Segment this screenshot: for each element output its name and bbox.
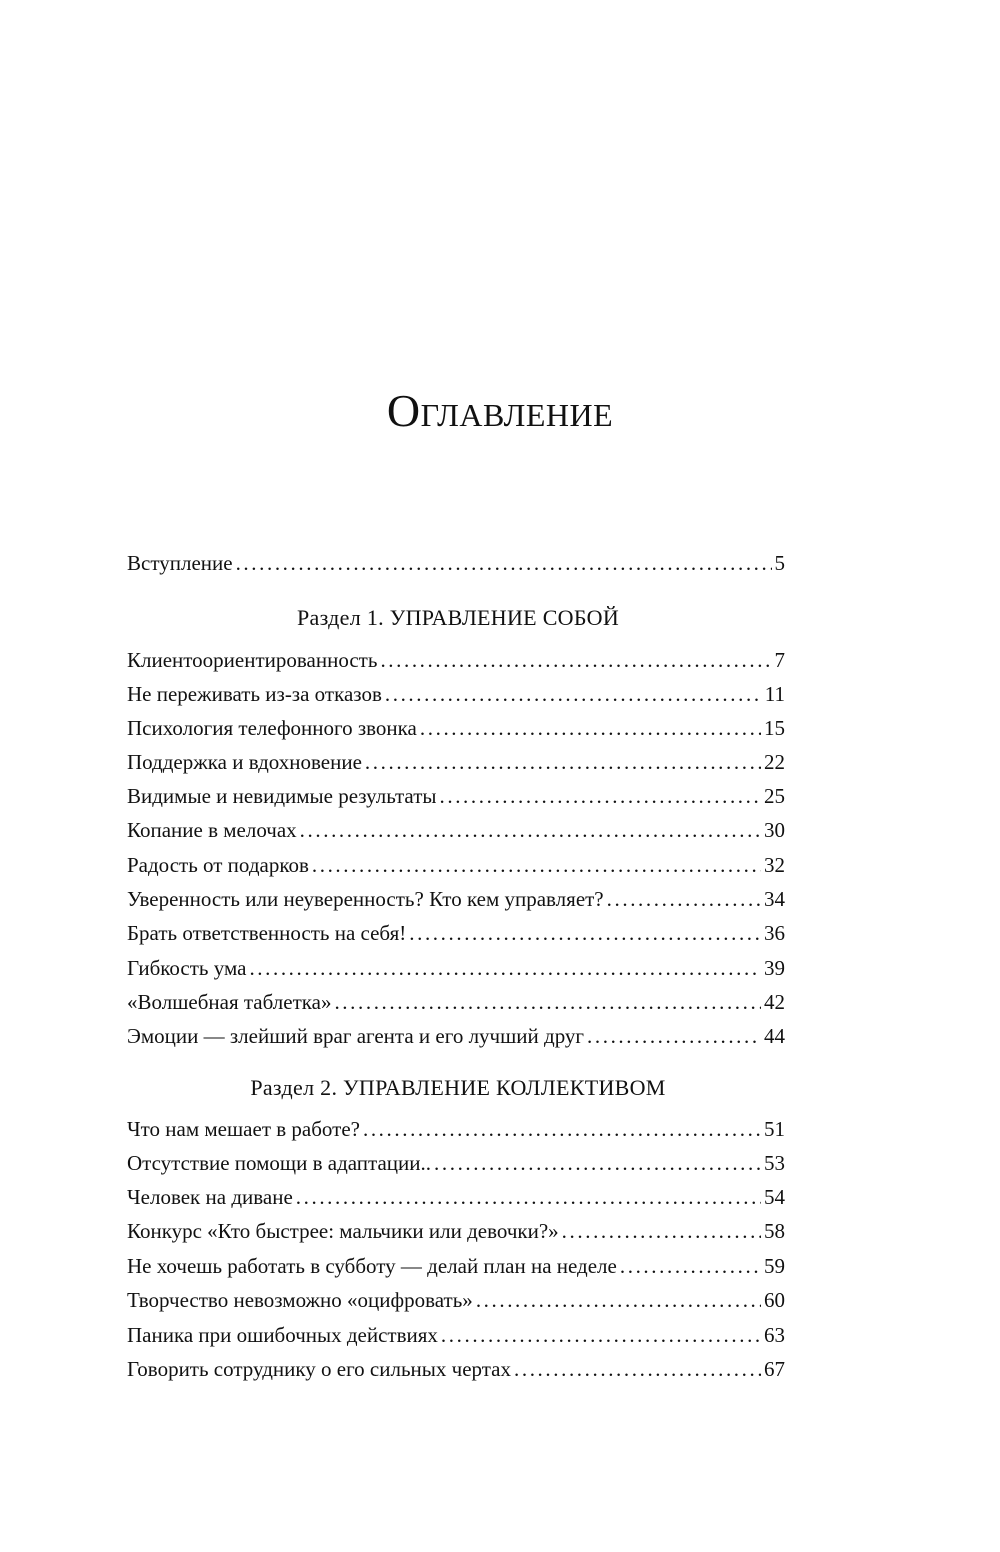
leader-dots: [380, 645, 771, 675]
toc-entry[interactable]: [127, 1114, 785, 1144]
leader-dots: [476, 1285, 761, 1315]
toc-entry-label: Поддержка и вдохновение: [127, 750, 362, 774]
section-heading-1: Раздел 1. УПРАВЛЕНИЕ СОБОЙ: [296, 605, 620, 630]
leader-dots: [312, 850, 761, 880]
toc-entry-label: Не переживать из-за отказов: [127, 682, 382, 706]
toc-entry[interactable]: [127, 1182, 785, 1212]
toc-entry-page: 58: [764, 1219, 785, 1243]
leader-dots: [296, 1182, 761, 1212]
toc-entry-page: 36: [764, 921, 785, 945]
toc-entry-label: Отсутствие помощи в адаптации..: [127, 1151, 432, 1175]
toc-entry[interactable]: [127, 781, 785, 811]
toc-entry-label: Брать ответственность на себя!: [127, 921, 407, 945]
toc-entry-page: 15: [764, 716, 785, 740]
toc-entry-label: Что нам мешает в работе?: [127, 1117, 360, 1141]
toc-entry[interactable]: [127, 1148, 785, 1178]
toc-entry-page: 7: [774, 648, 785, 672]
toc-entry-page: 42: [764, 990, 785, 1014]
leader-dots: [363, 1114, 761, 1144]
leader-dots: [434, 1148, 761, 1178]
toc-entry[interactable]: [127, 1021, 785, 1051]
leader-dots: [514, 1354, 761, 1384]
toc-entry[interactable]: [127, 1285, 785, 1315]
toc-entry-label: Вступление: [127, 551, 233, 575]
leader-dots: [440, 781, 762, 811]
leader-dots: [249, 953, 761, 983]
toc-entry-page: 63: [764, 1323, 785, 1347]
toc-entry-page: 30: [764, 818, 785, 842]
toc-entry-page: 54: [764, 1185, 785, 1209]
toc-entry-label: Радость от подарков: [127, 853, 309, 877]
toc-entry[interactable]: [127, 645, 785, 675]
toc-entry[interactable]: [127, 1354, 785, 1384]
toc-entry[interactable]: [127, 679, 785, 709]
leader-dots: [385, 679, 762, 709]
toc-entry-page: 5: [774, 551, 785, 575]
toc-entry-label: Копание в мелочах: [127, 818, 297, 842]
toc-entry-page: 25: [764, 784, 785, 808]
toc-entry-label: Видимые и невидимые результаты: [127, 784, 437, 808]
leader-dots: [587, 1021, 761, 1051]
page-title: Оглавление: [386, 385, 614, 436]
leader-dots: [607, 884, 761, 914]
leader-dots: [562, 1216, 761, 1246]
toc-entry[interactable]: [127, 1251, 785, 1281]
toc-entry-label: Конкурс «Кто быстрее: мальчики или девочки?»: [127, 1219, 559, 1243]
section-heading-2: Раздел 2. УПРАВЛЕНИЕ КОЛЛЕКТИВОМ: [250, 1075, 666, 1100]
toc-entry-label: Гибкость ума: [127, 956, 247, 980]
toc-entry-label: «Волшебная таблетка»: [127, 990, 332, 1014]
toc-entry-page: 51: [764, 1117, 785, 1141]
toc-entry-page: 32: [764, 853, 785, 877]
toc-entry-page: 44: [764, 1024, 785, 1048]
toc-entry-page: 60: [764, 1288, 785, 1312]
toc-entry-label: Говорить сотруднику о его сильных чертах: [127, 1357, 511, 1381]
toc-entry-label: Клиентоориентированность: [127, 648, 378, 672]
toc-entry[interactable]: [127, 1320, 785, 1350]
leader-dots: [300, 815, 761, 845]
toc-entry-label: Не хочешь работать в субботу — делай план на неделе: [127, 1254, 617, 1278]
toc-entry[interactable]: [127, 747, 785, 777]
toc-entry-label: Творчество невозможно «оцифровать»: [127, 1288, 473, 1312]
toc-entry-page: 67: [764, 1357, 785, 1381]
toc-entry-intro[interactable]: [127, 548, 785, 578]
toc-entry-page: 53: [764, 1151, 785, 1175]
toc-entry[interactable]: [127, 1216, 785, 1246]
toc-entry-page: 59: [764, 1254, 785, 1278]
toc-entry-page: 39: [764, 956, 785, 980]
toc-entry[interactable]: [127, 987, 785, 1017]
leader-dots: [441, 1320, 761, 1350]
toc-entry[interactable]: [127, 918, 785, 948]
toc-entry-page: 34: [764, 887, 785, 911]
toc-entry-label: Уверенность или неуверенность? Кто кем управляет?: [127, 887, 604, 911]
toc-entry-label: Человек на диване: [127, 1185, 293, 1209]
toc-entry[interactable]: [127, 953, 785, 983]
toc-entry-page: 22: [764, 750, 785, 774]
toc-entry[interactable]: [127, 884, 785, 914]
toc-entry-label: Эмоции — злейший враг агента и его лучший друг: [127, 1024, 585, 1048]
toc-entry[interactable]: [127, 850, 785, 880]
leader-dots: [236, 548, 772, 578]
toc-entry-page: 11: [764, 682, 785, 706]
toc-entry-label: Психология телефонного звонка: [127, 716, 417, 740]
toc-entry[interactable]: [127, 815, 785, 845]
toc-entry-label: Паника при ошибочных действиях: [127, 1323, 438, 1347]
leader-dots: [409, 918, 761, 948]
toc-entry[interactable]: [127, 713, 785, 743]
leader-dots: [420, 713, 761, 743]
leader-dots: [334, 987, 761, 1017]
leader-dots: [365, 747, 761, 777]
leader-dots: [620, 1251, 761, 1281]
